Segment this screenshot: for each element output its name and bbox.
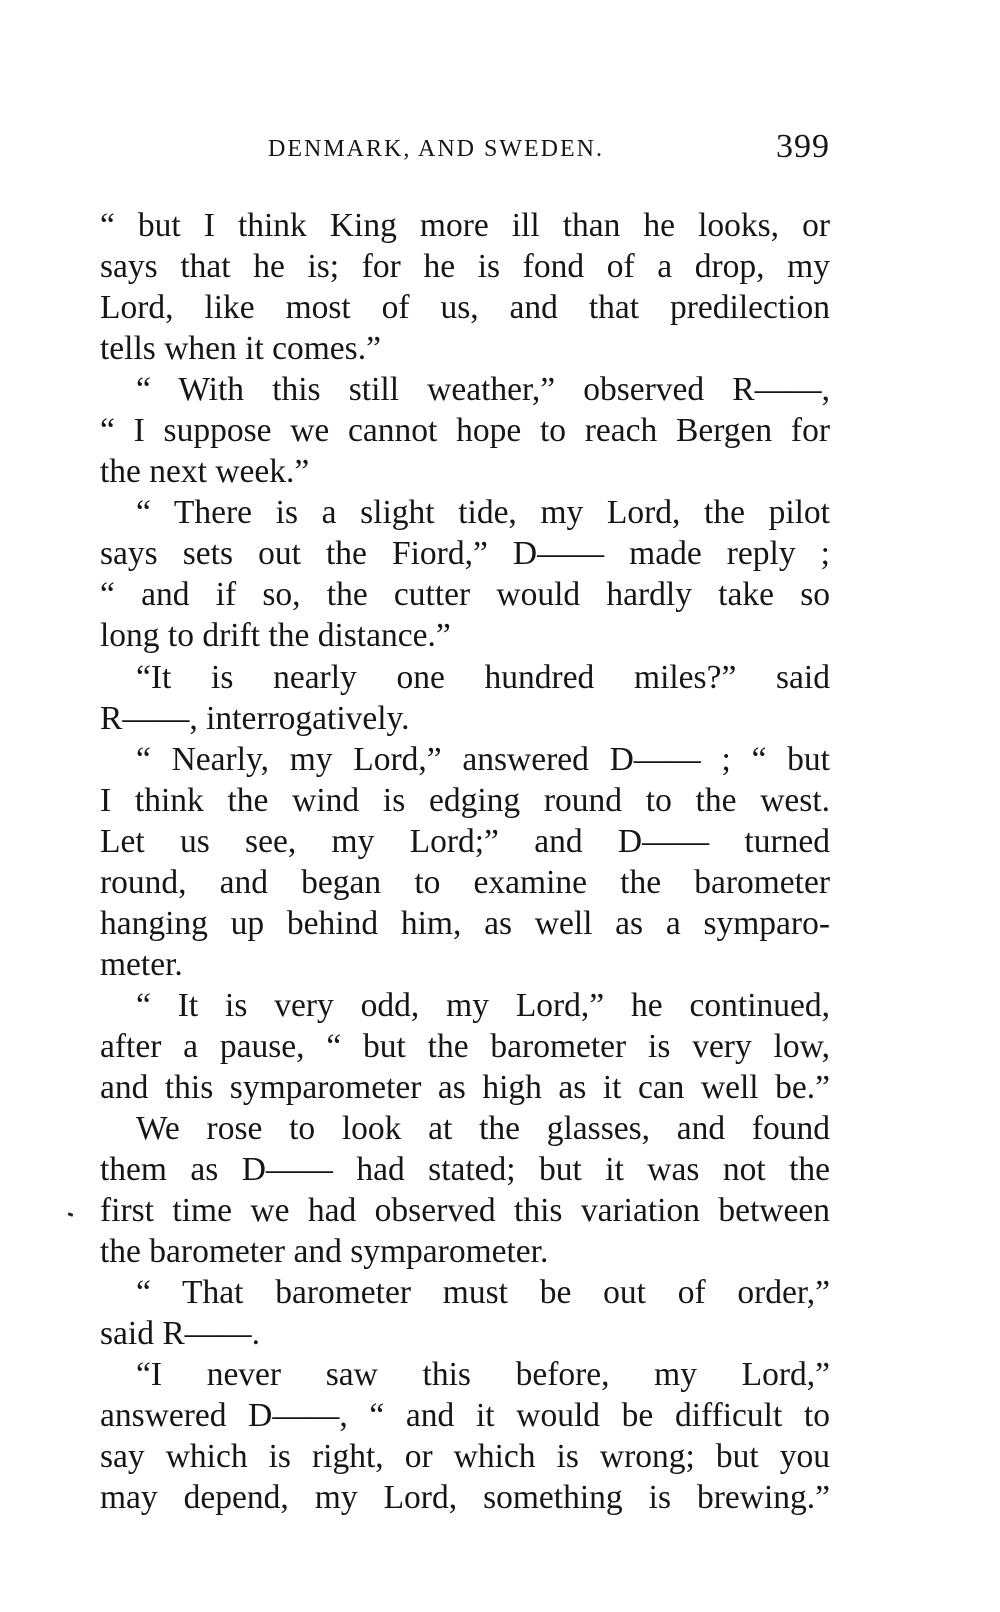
body-text [100,205,830,1519]
text-line: “ That barometer must be out of order,” [136,1274,830,1312]
text-line: round, and began to examine the barometer [100,863,830,901]
text-line: say which is right, or which is wrong; but you [100,1438,830,1476]
text-line: hanging up behind him, as well as a symparo- [100,904,830,942]
text-line: R——, interrogatively. [100,699,410,737]
text-line: meter. [100,945,183,983]
text-line: “ and if so, the cutter would hardly take so [100,576,830,614]
text-line: “ It is very odd, my Lord,” he continued, [136,986,830,1024]
text-line: “It is nearly one hundred miles?” said [136,658,830,696]
text-line: I think the wind is edging round to the west. [100,781,830,819]
text-line: “ I suppose we cannot hope to reach Bergen for [100,412,830,450]
text-line: “ With this still weather,” observed R——, [136,371,830,409]
page-number: 399 [776,128,830,165]
text-line: the next week.” [100,453,310,491]
text-line: “I never saw this before, my Lord,” [136,1356,830,1394]
text-line: them as D—— had stated; but it was not the [100,1151,830,1189]
text-line: said R——. [100,1315,261,1353]
running-title: DENMARK, AND SWEDEN. [268,136,604,162]
text-line: after a pause, “ but the barometer is very low, [100,1027,830,1065]
running-head [100,128,830,172]
text-line: We rose to look at the glasses, and found [136,1110,830,1148]
text-line: the barometer and symparometer. [100,1233,549,1271]
text-line: Lord, like most of us, and that predilection [100,289,830,327]
stray-ink-mark [68,1212,74,1217]
text-line: first time we had observed this variation between [100,1192,830,1230]
text-line: long to drift the distance.” [100,617,451,655]
text-line: says sets out the Fiord,” D—— made reply ; [100,535,830,573]
text-line: answered D——, “ and it would be difficult to [100,1397,830,1435]
text-line: Let us see, my Lord;” and D—— turned [100,822,830,860]
text-line: “ but I think King more ill than he looks, or [100,207,830,244]
text-line: says that he is; for he is fond of a drop, my [100,248,830,286]
text-line: tells when it comes.” [100,330,381,368]
text-line: may depend, my Lord, something is brewing.” [100,1479,830,1517]
text-line: “ Nearly, my Lord,” answered D—— ; “ but [136,740,830,778]
text-line: “ There is a slight tide, my Lord, the pilot [136,494,830,532]
text-line: and this symparometer as high as it can well be.” [100,1068,830,1106]
